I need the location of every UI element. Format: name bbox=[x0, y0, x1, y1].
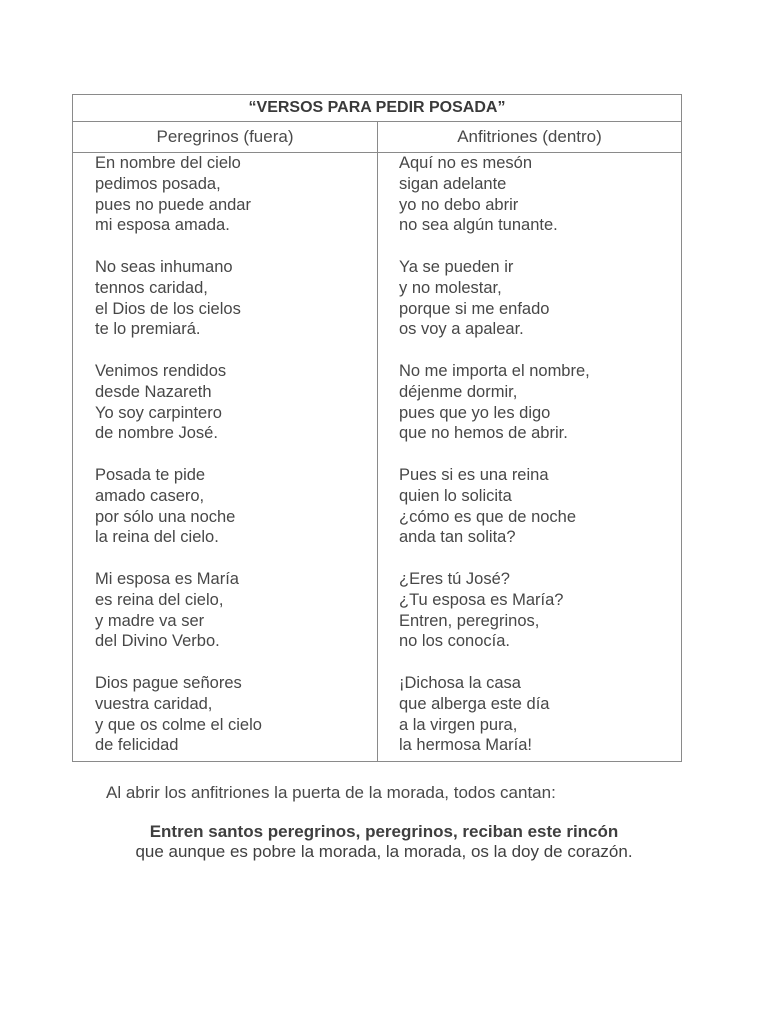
table-title: “VERSOS PARA PEDIR POSADA” bbox=[73, 95, 681, 122]
column-divider bbox=[377, 122, 378, 762]
pilgrims-stanza bbox=[95, 361, 365, 444]
verse-line: del Divino Verbo. bbox=[95, 632, 220, 651]
verse-line: no los conocía. bbox=[399, 632, 510, 651]
verse-line: anda tan solita? bbox=[399, 528, 516, 547]
verse-line: Ya se pueden ir bbox=[399, 257, 514, 276]
verse-line: ¿cómo es que de noche bbox=[399, 507, 577, 526]
verse-line: Pues si es una reina bbox=[399, 465, 549, 484]
verse-line: a la virgen pura, bbox=[399, 715, 518, 734]
verse-line: No seas inhumano bbox=[95, 257, 233, 276]
verse-line: vuestra caridad, bbox=[95, 694, 213, 713]
hosts-header: Anfitriones (dentro) bbox=[457, 127, 602, 146]
pilgrims-header: Peregrinos (fuera) bbox=[156, 127, 294, 146]
pilgrims-stanza bbox=[95, 257, 365, 340]
verse-line: sigan adelante bbox=[399, 174, 507, 193]
intro-text: Al abrir los anfitriones la puerta de la morada, todos cantan: bbox=[106, 783, 556, 802]
verse-line: Yo soy carpintero bbox=[95, 403, 222, 422]
verse-line: quien lo solicita bbox=[399, 486, 512, 505]
verse-line: Mi esposa es María bbox=[95, 569, 239, 588]
verse-line: Posada te pide bbox=[95, 465, 206, 484]
verse-line: En nombre del cielo bbox=[95, 154, 241, 172]
verse-line: que alberga este día bbox=[399, 694, 550, 713]
verse-line: el Dios de los cielos bbox=[95, 299, 241, 318]
pilgrims-stanza bbox=[95, 569, 365, 652]
closing-line: que aunque es pobre la morada, la morada, os la doy de corazón. bbox=[135, 842, 633, 861]
verse-line: desde Nazareth bbox=[95, 382, 212, 401]
verse-line: Dios pague señores bbox=[95, 673, 242, 692]
verse-line: de felicidad bbox=[95, 736, 179, 755]
hosts-stanza bbox=[399, 465, 669, 548]
verse-line: la reina del cielo. bbox=[95, 528, 219, 547]
verse-line: yo no debo abrir bbox=[399, 195, 519, 214]
verse-line: tennos caridad, bbox=[95, 278, 208, 297]
verse-line: Aquí no es mesón bbox=[399, 154, 532, 172]
verse-line: ¿Tu esposa es María? bbox=[399, 590, 564, 609]
hosts-verses bbox=[399, 153, 669, 756]
verse-line: os voy a apalear. bbox=[399, 320, 524, 339]
verse-line: por sólo una noche bbox=[95, 507, 236, 526]
hosts-stanza bbox=[399, 673, 669, 756]
verse-line: es reina del cielo, bbox=[95, 590, 224, 609]
pilgrims-verses bbox=[95, 153, 365, 756]
verse-line: ¡Dichosa la casa bbox=[399, 673, 521, 692]
verse-line: Entren, peregrinos, bbox=[399, 611, 540, 630]
pilgrims-stanza bbox=[95, 673, 365, 756]
verse-line: y no molestar, bbox=[399, 278, 502, 297]
pilgrims-stanza bbox=[95, 153, 365, 236]
pilgrims-stanza bbox=[95, 465, 365, 548]
hosts-stanza bbox=[399, 361, 669, 444]
verse-line: ¿Eres tú José? bbox=[399, 569, 510, 588]
hosts-stanza bbox=[399, 153, 669, 236]
verse-line: te lo premiará. bbox=[95, 320, 201, 339]
verses-table bbox=[72, 94, 682, 762]
verse-line: no sea algún tunante. bbox=[399, 216, 558, 235]
hosts-stanza bbox=[399, 257, 669, 340]
verse-line: Venimos rendidos bbox=[95, 361, 227, 380]
verse-line: pues que yo les digo bbox=[399, 403, 551, 422]
hosts-stanza bbox=[399, 569, 669, 652]
verse-line: amado casero, bbox=[95, 486, 205, 505]
verse-line: la hermosa María! bbox=[399, 736, 532, 755]
verse-line: pedimos posada, bbox=[95, 174, 221, 193]
closing-line-bold: Entren santos peregrinos, peregrinos, reciban este rincón bbox=[149, 822, 619, 841]
closing-song bbox=[0, 822, 768, 862]
verse-line: porque si me enfado bbox=[399, 299, 550, 318]
verse-line: déjenme dormir, bbox=[399, 382, 518, 401]
verse-line: pues no puede andar bbox=[95, 195, 251, 214]
verse-line: de nombre José. bbox=[95, 424, 218, 443]
verse-line: mi esposa amada. bbox=[95, 216, 230, 235]
verse-line: y madre va ser bbox=[95, 611, 205, 630]
verse-line: que no hemos de abrir. bbox=[399, 424, 568, 443]
verse-line: y que os colme el cielo bbox=[95, 715, 262, 734]
verse-line: No me importa el nombre, bbox=[399, 361, 590, 380]
